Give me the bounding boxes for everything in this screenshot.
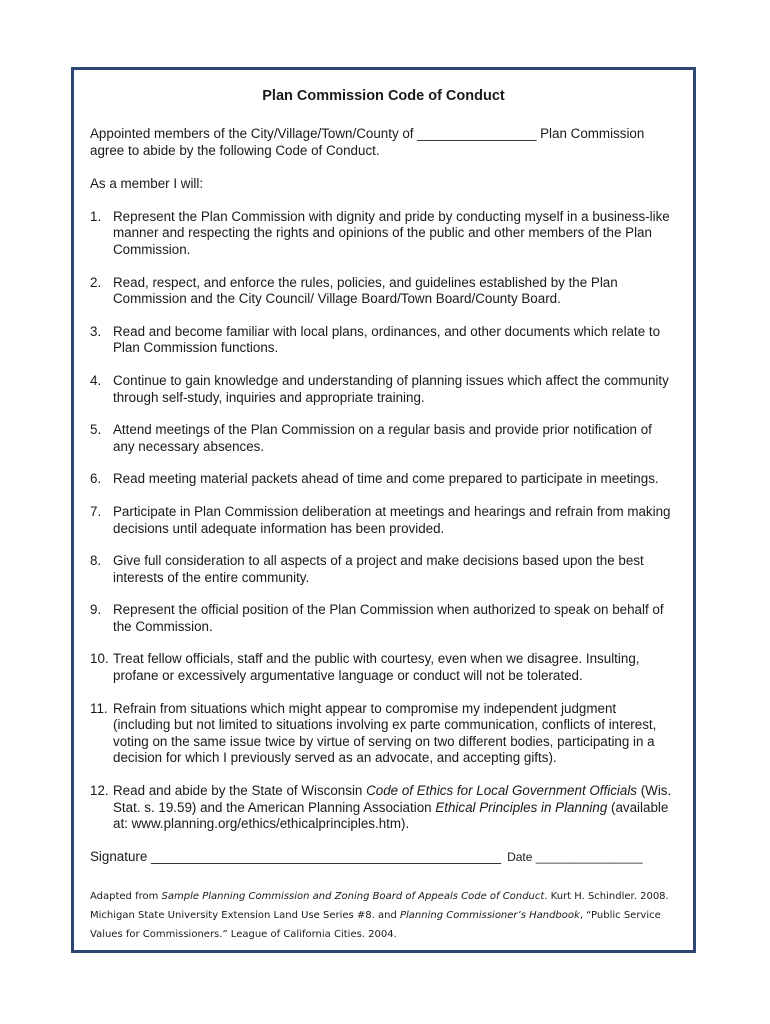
signature-line [90,849,677,864]
document-frame [71,67,696,953]
list-item [90,651,677,684]
item-text: Read, respect, and enforce the rules, policies, and guidelines established by the Plan Commission and the City Council/ Village Board/Town Board/County Board. [113,274,618,307]
item-number: 11. [90,700,108,716]
item-number: 6. [90,471,102,487]
as-member-heading: As a member I will: [90,176,204,192]
list-item [90,471,677,488]
item-number: 8. [90,553,102,569]
item-text: Read and become familiar with local plans, ordinances, and other documents which relate to Plan Commission functions. [113,323,661,356]
item12-italic-code-of-ethics: Code of Ethics for Local Government Officials [366,783,637,799]
item-text: Participate in Plan Commission deliberation at meetings and hearings and refrain from making decisions until adequate information has been provided. [113,503,671,536]
item-number: 7. [90,503,102,519]
item-number: 9. [90,602,102,618]
item-number: 2. [90,274,102,290]
list-item [90,553,677,586]
footer-citation [90,887,677,944]
item-text: Represent the official position of the Plan Commission when authorized to speak on behalf of the Commission. [113,602,664,634]
list-item [90,324,677,357]
item-text: Read meeting material packets ahead of time and come prepared to participate in meetings. [113,471,659,487]
list-item [90,504,677,537]
item-text [113,783,677,833]
item-text: Attend meetings of the Plan Commission on a regular basis and provide prior notification of any necessary absences. [113,422,652,454]
item-number: 12. [90,783,109,799]
list-item [90,373,677,406]
item-text: Refrain from situations which might appear to compromise my independent judgment (including but not limited to situations involving ex parte communication, conflicts of interest, voting on the same issue twice by virtue of serving on two different bodies, participating in a decision for which I previously served as an advocate, and accepting gifts). [113,700,657,766]
footer-text-part2: . Kurt H. Schindler. 2008. Michigan State University Extension Land Use Series #8. and [90,890,669,921]
item12-text-part3: (available at: www.planning.org/ethics/ethicalprinciples.htm). [113,799,669,832]
signature-field[interactable]: Signature _______________________________________________ [90,848,502,864]
item-number: 3. [90,323,102,339]
list-item [90,275,677,308]
item-number: 4. [90,372,102,388]
item12-italic-ethical-principles: Ethical Principles in Planning [435,799,608,815]
date-field[interactable]: Date ________________ [507,849,643,864]
item-number: 5. [90,422,102,438]
list-item [90,783,677,833]
intro-paragraph: Appointed members of the City/Village/Town/County of ________________ Plan Commission agree to abide by the following Code of Conduct. [90,126,645,158]
item-text: Represent the Plan Commission with dignity and pride by conducting myself in a business-like manner and respecting the rights and opinions of the public and other members of the Plan Commission. [113,208,670,257]
item-text: Continue to gain knowledge and understanding of planning issues which affect the community through self-study, inquiries and appropriate training. [113,372,669,405]
footer-text-part3: , “Public Service Values for Commissioners.” League of California Cities. 2004. [90,909,661,940]
code-list [90,209,677,833]
footer-italic-handbook: Planning Commissioner’s Handbook [400,909,580,921]
list-item [90,602,677,635]
footer-italic-sample-code: Sample Planning Commission and Zoning Board of Appeals Code of Conduct [161,890,545,902]
list-item [90,422,677,455]
list-item [90,701,677,767]
item-text: Treat fellow officials, staff and the public with courtesy, even when we disagree. Insulting, profane or excessively argumentative language or conduct will not be tolerated. [113,651,640,684]
document-title: Plan Commission Code of Conduct [262,88,505,104]
item12-text-part1: Read and abide by the State of Wisconsin [113,783,367,799]
list-item [90,209,677,259]
item-text: Give full consideration to all aspects of a project and make decisions based upon the best interests of the entire community. [113,553,644,585]
item-number: 1. [90,208,102,224]
item12-text-part2: (Wis. Stat. s. 19.59) and the American Planning Association [113,783,672,815]
footer-text-part1: Adapted from [90,890,162,902]
item-number: 10. [90,651,109,667]
